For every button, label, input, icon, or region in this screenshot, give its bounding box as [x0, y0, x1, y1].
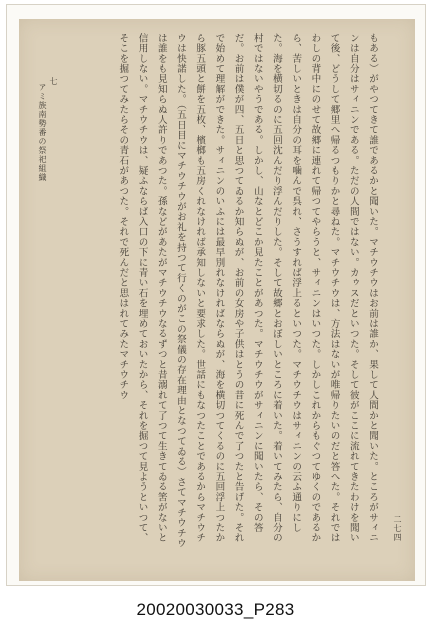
- body-paragraph: もある）がやつてきて誰であるかと聞いた。マチウチウはお前は誰か、果して人間かと聞いた。ところがサィニンは自分はサィニンである。ただの人間ではない。カゥスだといつた。そして彼がここに流れてきたわけを聞いて後、どうして郷里へ帰るつもりかと尋ねた。マチウチウは、方法はないが唯帰りたいのだと答へた。それではわしの背中にのせて故郷に連れて帰つてやらうと、サィニンはいつた。しかしこれからもぐつてゆくのであるから、苦しいときは自分の耳を噛んで呉れ、さうすれば浮上るといつた。マチウチウはサィニンの云ふ通りにした。海を横切るのに五回沈んだり浮んだりした。そして故郷とおぼしいところに着いた。着いてみたら、自分の村ではないやうである。しかし、山なとどこか見たことがあつた。マチウチウがサィニンに聞いたら、その答だ。お前は僕が四、五日と思つてゐるか知らぬが、お前の女房や子供はとうの昔に死んで了つたと告げた。それで始めて理解ができた。サィニンのいふには最早別れなければならぬが、海を横切つてくるのに五回浮上つたから豚五頭と餅を五枚、檳榔も五房くれなければ承知しないと要求した。世話にもなつたことであるからマチウチウは快諾した。（五日目にマチウチウがお礼を持つて行くのがこの祭儀の存在理由となつてゐる）さてマチウチウは誰をも見知らぬ人許りであつた。孫などがあたがマチウチウなるずつと昔溺れて了つて生きてゐる筈がないと信用しない。マチウチウは、疑ふならば入口の下に青い石を埋めておいたから、それを掘つて見ようといつて、そこを掘つてみたらその青石があつた。それで死んだと思はれてみたマチウチウ: [117, 33, 378, 549]
- chapter-title: アミ族南勢番の祭祀組織: [38, 83, 47, 182]
- book-page: [19, 19, 415, 581]
- chapter-number: 七: [49, 77, 58, 86]
- page-body-text: [82, 33, 382, 553]
- page-number: 二七四: [393, 515, 402, 542]
- scan-frame: [6, 4, 426, 586]
- running-header: [37, 77, 59, 182]
- image-id-caption: 20020030033_P283: [136, 600, 295, 619]
